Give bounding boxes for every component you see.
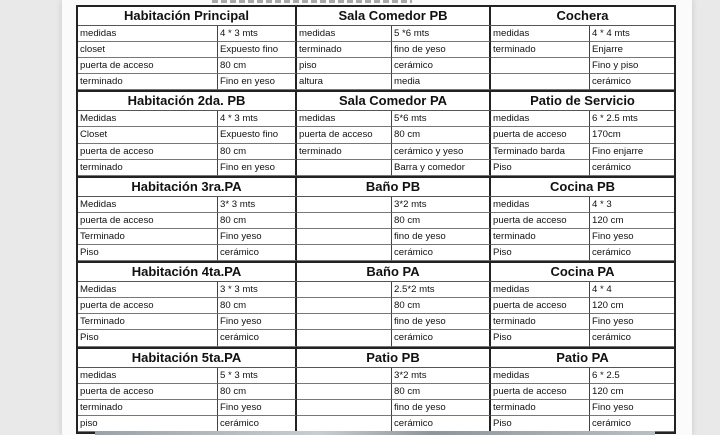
cropped-image-strip — [95, 431, 655, 435]
room-section — [78, 92, 674, 177]
spec-value-cell: 80 cm — [218, 144, 297, 160]
table-row — [78, 160, 674, 176]
spec-value-cell: 2.5*2 mts — [392, 282, 491, 298]
spec-value-cell: Fino y piso — [590, 58, 674, 74]
spec-value-cell: 3*2 mts — [392, 368, 491, 384]
room-title: Habitación Principal — [78, 7, 297, 25]
room-title: Patio PB — [297, 349, 491, 367]
spec-value-cell: 80 cm — [218, 384, 297, 400]
spec-label-cell: medidas — [491, 197, 590, 213]
spec-label-cell: piso — [297, 58, 392, 74]
spec-label-cell: puerta de acceso — [78, 144, 218, 160]
table-row — [78, 314, 674, 330]
spec-value-cell: Fino yeso — [218, 400, 297, 416]
cropped-text-strip — [212, 0, 412, 3]
spec-value-cell: 5*6 mts — [392, 111, 491, 127]
table-row — [78, 58, 674, 74]
room-section — [78, 349, 674, 432]
spec-label-cell: puerta de acceso — [78, 384, 218, 400]
spec-label-cell: Piso — [491, 416, 590, 432]
spec-label-cell — [491, 58, 590, 74]
spec-value-cell: 80 cm — [392, 213, 491, 229]
spec-value-cell: cerámico — [590, 330, 674, 346]
spec-value-cell: 6 * 2.5 mts — [590, 111, 674, 127]
spec-value-cell: 4 * 3 mts — [218, 111, 297, 127]
section-header-row — [78, 349, 674, 368]
spec-label-cell: puerta de acceso — [78, 213, 218, 229]
room-section — [78, 178, 674, 263]
spec-value-cell: fino de yeso — [392, 229, 491, 245]
spec-label-cell — [297, 330, 392, 346]
room-title: Habitación 4ta.PA — [78, 263, 297, 281]
spec-value-cell: cerámico — [392, 416, 491, 432]
document-page — [62, 0, 692, 435]
spec-label-cell: medidas — [297, 26, 392, 42]
spec-value-cell: cerámico — [392, 58, 491, 74]
spec-value-cell: 80 cm — [392, 384, 491, 400]
spec-label-cell: medidas — [78, 26, 218, 42]
spec-value-cell: cerámico — [590, 416, 674, 432]
spec-value-cell: Enjarre — [590, 42, 674, 58]
spec-value-cell: fino de yeso — [392, 314, 491, 330]
spec-label-cell — [297, 282, 392, 298]
spec-value-cell: 4 * 4 mts — [590, 26, 674, 42]
spec-value-cell: Fino enjarre — [590, 144, 674, 160]
spec-label-cell — [297, 314, 392, 330]
spec-value-cell: Fino en yeso — [218, 160, 297, 176]
spec-label-cell: puerta de acceso — [78, 298, 218, 314]
spec-value-cell: cerámico y yeso — [392, 144, 491, 160]
spec-label-cell — [297, 416, 392, 432]
spec-label-cell — [491, 74, 590, 90]
table-row — [78, 384, 674, 400]
spec-value-cell: 4 * 3 mts — [218, 26, 297, 42]
spec-label-cell: puerta de acceso — [491, 298, 590, 314]
spec-value-cell: 120 cm — [590, 213, 674, 229]
spec-value-cell: Expuesto fino — [218, 42, 297, 58]
spec-value-cell: 3*2 mts — [392, 197, 491, 213]
spec-label-cell: medidas — [491, 26, 590, 42]
spec-label-cell: Piso — [491, 245, 590, 261]
spec-value-cell: cerámico — [218, 416, 297, 432]
room-title: Habitación 3ra.PA — [78, 178, 297, 196]
room-title: Baño PB — [297, 178, 491, 196]
spec-value-cell: 80 cm — [392, 298, 491, 314]
section-header-row — [78, 178, 674, 197]
spec-value-cell: 120 cm — [590, 298, 674, 314]
room-title: Habitación 5ta.PA — [78, 349, 297, 367]
spec-value-cell: 80 cm — [392, 127, 491, 143]
spec-value-cell: 170cm — [590, 127, 674, 143]
spec-label-cell: Terminado — [78, 229, 218, 245]
table-row — [78, 127, 674, 143]
room-title: Cocina PA — [550, 264, 615, 280]
spec-value-cell: cerámico — [590, 245, 674, 261]
spec-label-cell: terminado — [297, 42, 392, 58]
room-title: Patio de Servicio — [530, 93, 635, 109]
section-header-row — [78, 7, 674, 26]
spec-label-cell — [297, 368, 392, 384]
spec-label-cell: medidas — [297, 111, 392, 127]
spec-label-cell: piso — [78, 416, 218, 432]
table-row — [78, 416, 674, 432]
spec-label-cell: terminado — [78, 400, 218, 416]
table-row — [78, 26, 674, 42]
spec-value-cell: 80 cm — [218, 298, 297, 314]
room-title: Cochera — [556, 8, 609, 23]
spec-value-cell: Fino yeso — [590, 314, 674, 330]
section-header-row — [78, 263, 674, 282]
spec-label-cell: puerta de acceso — [491, 384, 590, 400]
spec-label-cell: medidas — [491, 282, 590, 298]
room-title: Sala Comedor PB — [297, 7, 491, 25]
table-row — [78, 330, 674, 346]
spec-value-cell: 5 *6 mts — [392, 26, 491, 42]
spec-label-cell — [297, 213, 392, 229]
spec-value-cell: cerámico — [590, 74, 674, 90]
spec-value-cell: 6 * 2.5 — [590, 368, 674, 384]
spec-value-cell: Fino en yeso — [218, 74, 297, 90]
spec-value-cell: cerámico — [218, 330, 297, 346]
table-row — [78, 368, 674, 384]
spec-value-cell: cerámico — [218, 245, 297, 261]
table-row — [78, 400, 674, 416]
room-title: Baño PA — [297, 263, 491, 281]
room-section — [78, 7, 674, 92]
spec-value-cell: Fino yeso — [218, 314, 297, 330]
spec-value-cell: 80 cm — [218, 213, 297, 229]
spec-value-cell: cerámico — [392, 245, 491, 261]
spec-value-cell: 120 cm — [590, 384, 674, 400]
spec-label-cell: terminado — [491, 400, 590, 416]
spec-value-cell: 3* 3 mts — [218, 197, 297, 213]
spec-label-cell: Terminado barda — [491, 144, 590, 160]
spec-label-cell: Piso — [491, 330, 590, 346]
spec-value-cell: media — [392, 74, 491, 90]
table-row — [78, 144, 674, 160]
spec-label-cell: terminado — [491, 42, 590, 58]
spec-label-cell: puerta de acceso — [491, 213, 590, 229]
spec-label-cell: Piso — [78, 330, 218, 346]
spec-label-cell: puerta de acceso — [297, 127, 392, 143]
spec-label-cell: terminado — [491, 314, 590, 330]
spec-label-cell: Piso — [491, 160, 590, 176]
spec-label-cell: Medidas — [78, 197, 218, 213]
section-header-row — [78, 92, 674, 111]
spec-value-cell: Fino yeso — [590, 400, 674, 416]
room-title: Patio PA — [556, 349, 609, 365]
spec-label-cell: terminado — [78, 160, 218, 176]
table-row — [78, 282, 674, 298]
spec-value-cell: 80 cm — [218, 58, 297, 74]
room-section — [78, 263, 674, 348]
table-row — [78, 213, 674, 229]
table-row — [78, 42, 674, 58]
spec-label-cell: medidas — [491, 368, 590, 384]
table-row — [78, 111, 674, 127]
spec-label-cell: puerta de acceso — [78, 58, 218, 74]
table-row — [78, 229, 674, 245]
spec-label-cell: closet — [78, 42, 218, 58]
spec-label-cell: Terminado — [78, 314, 218, 330]
room-title: Sala Comedor PA — [297, 92, 491, 110]
spec-label-cell — [297, 298, 392, 314]
spec-label-cell — [297, 400, 392, 416]
spec-label-cell: Medidas — [78, 282, 218, 298]
spec-label-cell: Closet — [78, 127, 218, 143]
spec-label-cell: medidas — [491, 111, 590, 127]
spec-value-cell: Fino yeso — [218, 229, 297, 245]
room-title: Habitación 2da. PB — [78, 92, 297, 110]
table-row — [78, 298, 674, 314]
spec-value-cell: 3 * 3 mts — [218, 282, 297, 298]
spec-label-cell — [297, 160, 392, 176]
spec-label-cell — [297, 197, 392, 213]
spec-value-cell: Expuesto fino — [218, 127, 297, 143]
spec-value-cell: cerámico — [392, 330, 491, 346]
room-title: Cocina PB — [549, 178, 615, 194]
spec-label-cell: puerta de acceso — [491, 127, 590, 143]
spec-label-cell: terminado — [78, 74, 218, 90]
room-specs-table — [76, 5, 676, 434]
table-row — [78, 197, 674, 213]
table-row — [78, 245, 674, 261]
spec-value-cell: fino de yeso — [392, 400, 491, 416]
spec-label-cell: terminado — [297, 144, 392, 160]
spec-value-cell: fino de yeso — [392, 42, 491, 58]
spec-value-cell: Fino yeso — [590, 229, 674, 245]
spec-label-cell: Medidas — [78, 111, 218, 127]
spec-label-cell: medidas — [78, 368, 218, 384]
spec-value-cell: Barra y comedor — [392, 160, 491, 176]
spec-label-cell — [297, 245, 392, 261]
table-row — [78, 74, 674, 90]
spec-label-cell: terminado — [491, 229, 590, 245]
spec-value-cell: cerámico — [590, 160, 674, 176]
spec-label-cell — [297, 384, 392, 400]
spec-value-cell: 5 * 3 mts — [218, 368, 297, 384]
spec-label-cell: altura — [297, 74, 392, 90]
spec-value-cell: 4 * 4 — [590, 282, 674, 298]
spec-label-cell: Piso — [78, 245, 218, 261]
spec-value-cell: 4 * 3 — [590, 197, 674, 213]
spec-label-cell — [297, 229, 392, 245]
